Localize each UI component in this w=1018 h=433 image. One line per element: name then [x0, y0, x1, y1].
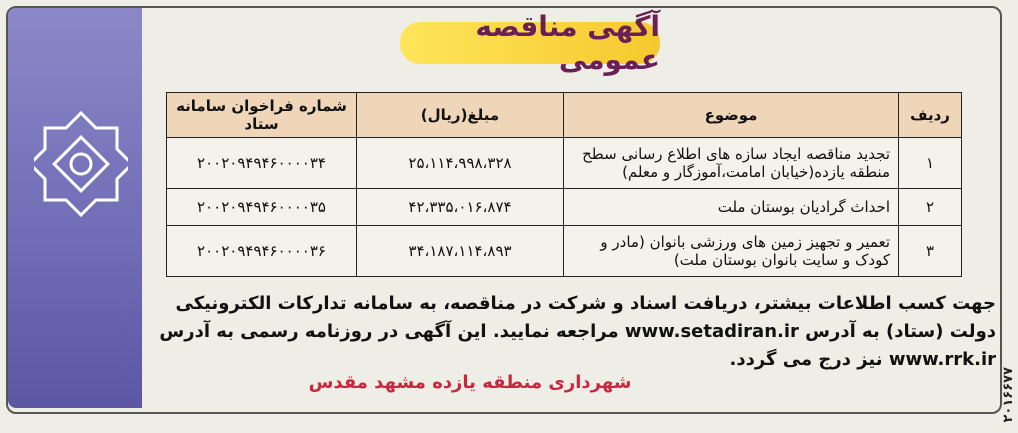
row-amount: ۴۲،۳۳۵،۰۱۶،۸۷۴ — [357, 189, 564, 226]
row-subject: تعمیر و تجهیز زمین های ورزشی بانوان (مادر و کودک و سایت بانوان بوستان ملت) — [564, 226, 899, 277]
row-subject: تجدید مناقصه ایجاد سازه های اطلاع رسانی سطح منطقه یازده(خیابان امامت،آموزگار و معلم) — [564, 138, 899, 189]
column-header: ردیف — [899, 93, 962, 138]
column-header: شماره فراخوان سامانه ستاد — [167, 93, 357, 138]
row-number: ۳ — [899, 226, 962, 277]
table-row — [167, 226, 962, 277]
row-amount: ۳۴،۱۸۷،۱۱۴،۸۹۳ — [357, 226, 564, 277]
signature: شهرداری منطقه یازده مشهد مقدس — [308, 372, 632, 393]
notice-body-text: جهت کسب اطلاعات بیشتر، دریافت اسناد و شرکت در مناقصه، به سامانه تدارکات الکترونیکی دولت (ستاد) به آدرس www.setadiran.ir مراجعه نمایید. این آگهی در روزنامه رسمی به آدرس www.rrk.ir نیز درج می گردد. — [159, 293, 996, 370]
table-header-row — [167, 93, 962, 138]
page-title: آگهی مناقصه عمومی — [400, 22, 660, 64]
column-header: مبلغ(ریال) — [357, 93, 564, 138]
row-setad-number: ۲۰۰۲۰۹۴۹۴۶۰۰۰۰۳۶ — [167, 226, 357, 277]
table-row — [167, 138, 962, 189]
municipality-emblem-icon — [34, 108, 128, 218]
column-header: موضوع — [564, 93, 899, 138]
row-setad-number: ۲۰۰۲۰۹۴۹۴۶۰۰۰۰۳۴ — [167, 138, 357, 189]
table-row — [167, 189, 962, 226]
row-number: ۱ — [899, 138, 962, 189]
row-setad-number: ۲۰۰۲۰۹۴۹۴۶۰۰۰۰۳۵ — [167, 189, 357, 226]
sidebar-logo-panel — [8, 8, 142, 408]
tender-table — [166, 92, 962, 277]
row-amount: ۲۵،۱۱۴،۹۹۸،۳۲۸ — [357, 138, 564, 189]
row-number: ۲ — [899, 189, 962, 226]
row-subject: احداث گرادیان بوستان ملت — [564, 189, 899, 226]
side-code: ۲۰۱۶۶۷۷ — [1001, 367, 1016, 423]
